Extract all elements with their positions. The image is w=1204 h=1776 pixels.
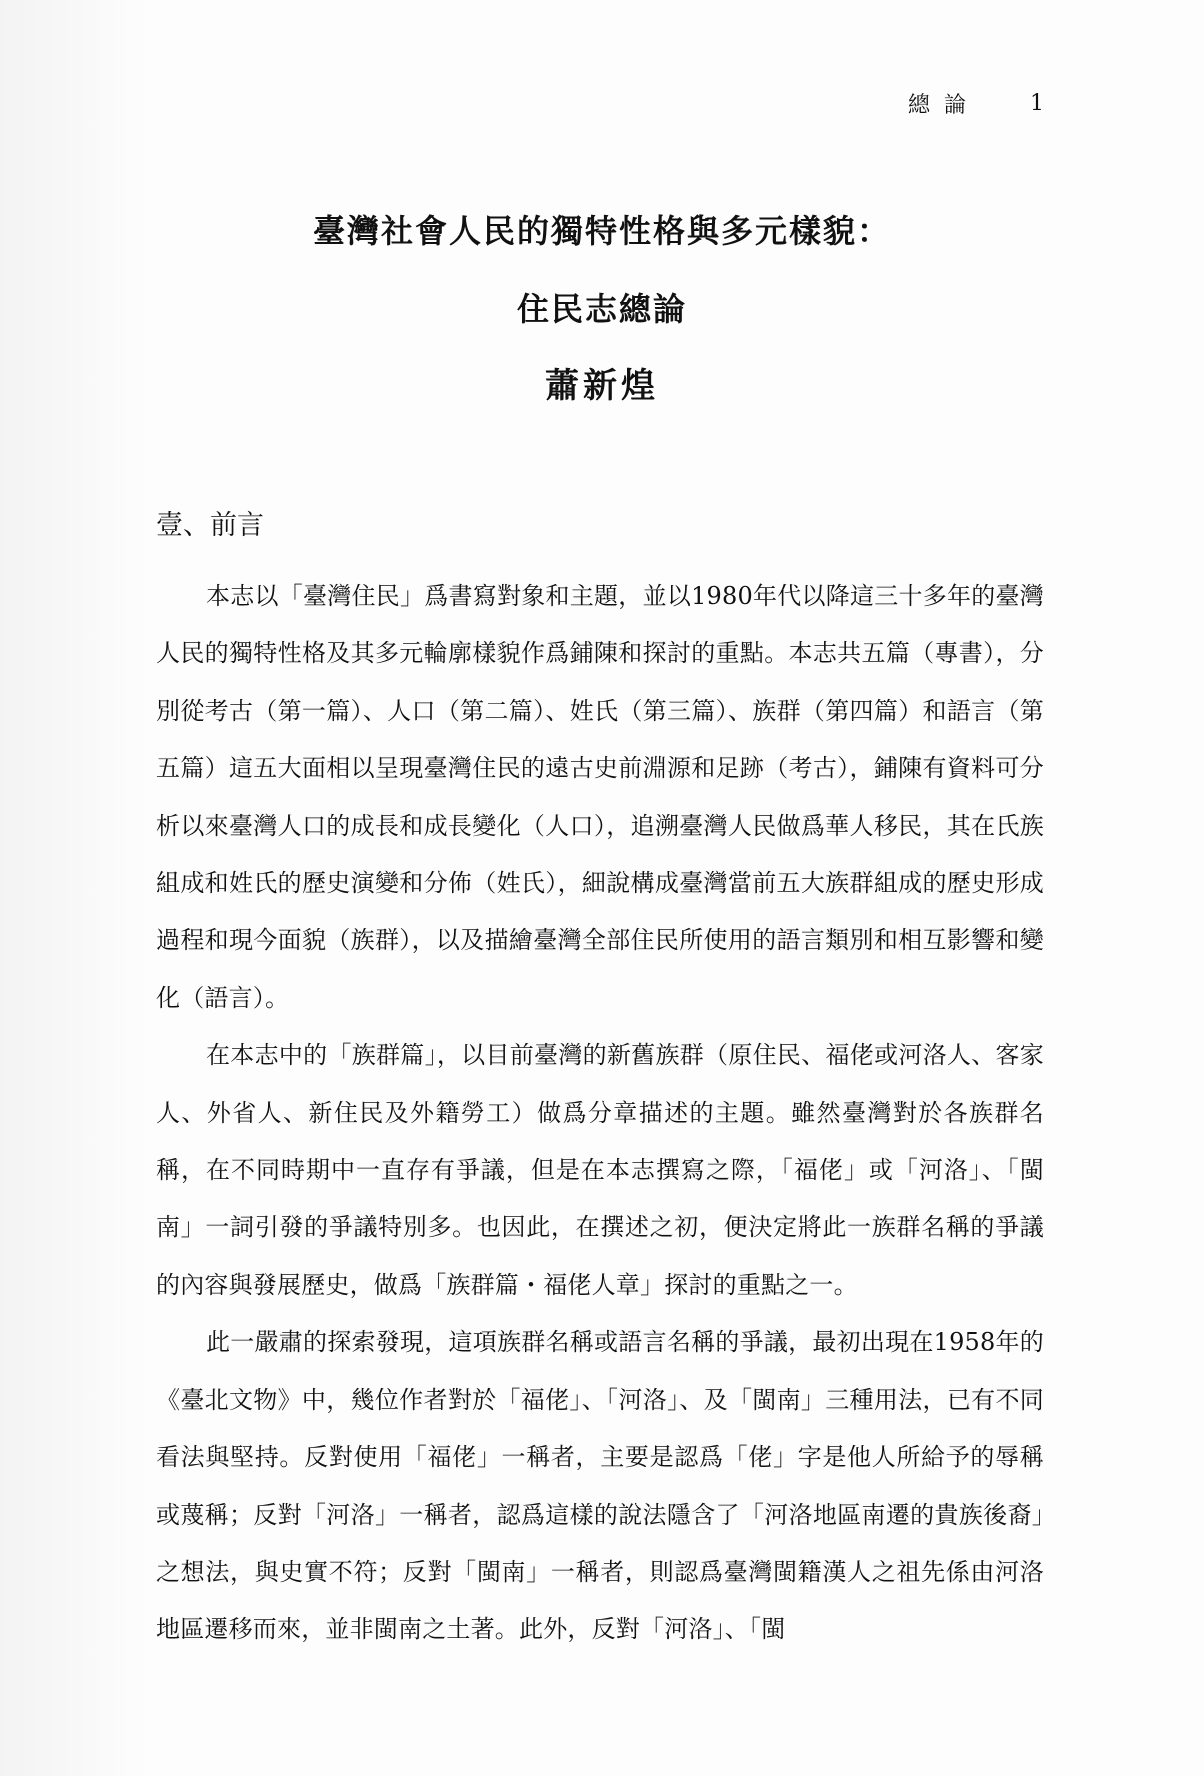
running-header-title: 總論 bbox=[907, 93, 980, 118]
document-title-line1: 臺灣社會人民的獨特性格與多元樣貌： bbox=[312, 212, 891, 250]
running-header bbox=[908, 88, 1044, 119]
paragraph-2: 在本志中的「族群篇」，以目前臺灣的新舊族群（原住民、福佬或河洛人、客家人、外省人、新住民及外籍勞工）做爲分章描述的主題。雖然臺灣對於各族群名稱，在不同時期中一直存有爭議，但是在本志撰寫之際，「福佬」或「河洛」、「閩南」一詞引發的爭議特別多。也因此，在撰述之初，便決定將此一族群名稱的爭議的內容與發展歷史，做爲「族群篇・福佬人章」探討的重點之一。 bbox=[156, 1041, 1044, 1299]
body-text bbox=[156, 568, 1044, 1659]
author-name: 蕭新煌 bbox=[545, 366, 659, 406]
page-edge-shadow bbox=[0, 0, 150, 1776]
paragraph-1: 本志以「臺灣住民」爲書寫對象和主題，並以1980年代以降這三十多年的臺灣人民的獨特性格及其多元輪廓樣貌作爲鋪陳和探討的重點。本志共五篇（專書），分別從考古（第一篇）、人口（第二篇）、姓氏（第三篇）、族群（第四篇）和語言（第五篇）這五大面相以呈現臺灣住民的遠古史前淵源和足跡（考古），鋪陳有資料可分析以來臺灣人口的成長和成長變化（人口），追溯臺灣人民做爲華人移民，其在氏族組成和姓氏的歷史演變和分佈（姓氏），細說構成臺灣當前五大族群組成的歷史形成過程和現今面貌（族群），以及描繪臺灣全部住民所使用的語言類別和相互影響和變化（語言）。 bbox=[156, 582, 1044, 1012]
paragraph-3: 此一嚴肅的探索發現，這項族群名稱或語言名稱的爭議，最初出現在1958年的《臺北文物》中，幾位作者對於「福佬」、「河洛」、及「閩南」三種用法，已有不同看法與堅持。反對使用「福佬」一稱者，主要是認爲「佬」字是他人所給予的辱稱或蔑稱；反對「河洛」一稱者，認爲這樣的說法隱含了「河洛地區南遷的貴族後裔」之想法，與史實不符；反對「閩南」一稱者，則認爲臺灣閩籍漢人之祖先係由河洛地區遷移而來，並非閩南之土著。此外，反對「河洛」、「閩 bbox=[156, 1328, 1044, 1644]
section-heading: 壹、前言 bbox=[156, 510, 264, 541]
page-number: 1 bbox=[1030, 91, 1044, 116]
document-title-line2: 住民志總論 bbox=[516, 290, 687, 328]
